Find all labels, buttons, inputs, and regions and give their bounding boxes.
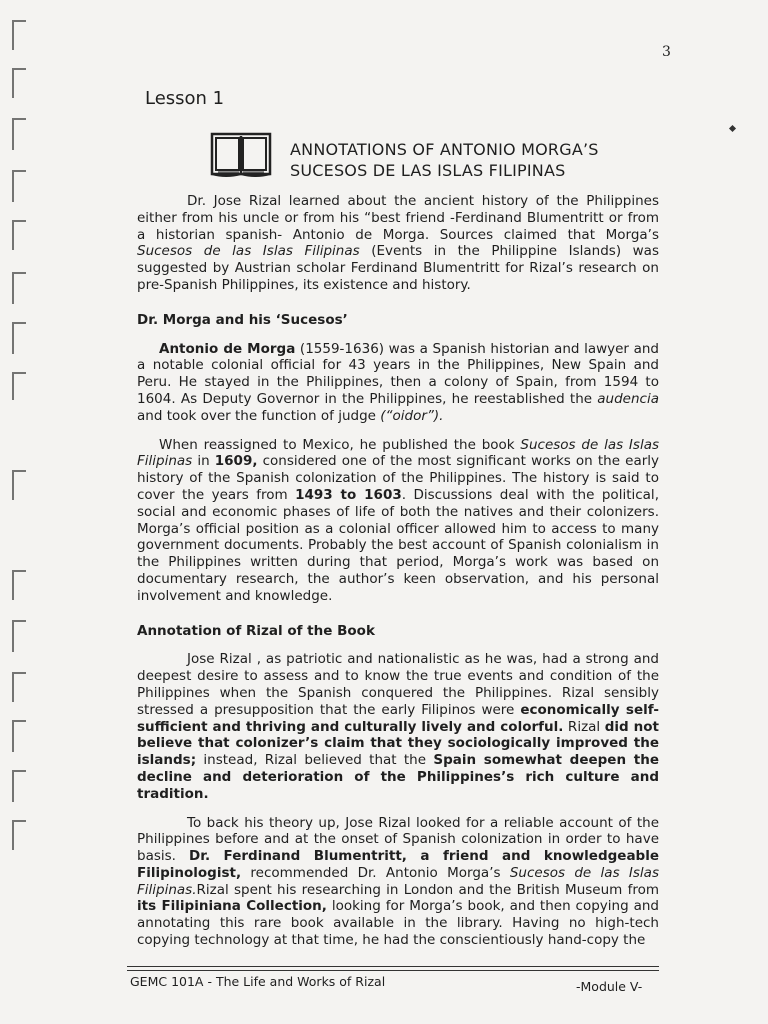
page-number: 3 [662, 44, 671, 60]
title-line-1: ANNOTATIONS OF ANTONIO MORGA’S [290, 140, 599, 159]
stray-ink-mark [729, 125, 736, 132]
open-book-icon [210, 132, 272, 178]
annotation-paragraph-1: Jose Rizal , as patriotic and nationalistic as he was, had a strong and deepest desire to assess and to know the true events and condition of the Philippines when the Spanish conquered the Philippines. Rizal sensibly stressed a presupposition that the early Filipinos were economically self-sufficient and thriving and culturally lively and colorful. Rizal did not believe that colonizer’s claim that they sociologically improved the islands; instead, Rizal believed that the Spain somewhat deepen the decline and deterioration of the Philippines’s rich culture and tradition. [137, 651, 660, 802]
section-heading-annotation: Annotation of Rizal of the Book [137, 622, 375, 639]
section-heading-morga: Dr. Morga and his ‘Sucesos’ [137, 311, 348, 328]
footer-course-title: GEMC 101A - The Life and Works of Rizal [130, 974, 386, 989]
title-line-2: SUCESOS DE LAS ISLAS FILIPINAS [290, 161, 566, 180]
lesson-title [290, 139, 599, 181]
lesson-label: Lesson 1 [145, 88, 225, 109]
footer-divider [127, 966, 659, 974]
binder-marks [0, 0, 40, 1024]
intro-paragraph: Dr. Jose Rizal learned about the ancient history of the Philippines either from his uncle or from his “best friend -Ferdinand Blumentritt or from a historian spanish- Antonio de Morga. Sources claimed that Morga’s Sucesos de las Islas Filipinas (Events in the Philippine Islands) was suggested by Austrian scholar Ferdinand Blumentritt for Rizal’s research on pre-Spanish Philippines, its existence and history. [137, 193, 659, 293]
morga-paragraph-1: Antonio de Morga (1559-1636) was a Spanish historian and lawyer and a notable colonial official for 43 years in the Philippines, New Spain and Peru. He stayed in the Philippines, then a colony of Spain, from 1594 to 1604. As Deputy Governor in the Philippines, he reestablished the audencia and took over the function of judge (“oidor”). [137, 340, 659, 424]
annotation-paragraph-2: To back his theory up, Jose Rizal looked for a reliable account of the Philippines before and at the onset of Spanish colonization in order to have basis. Dr. Ferdinand Blumentritt, a friend and knowledgeable Filipinologist, recommended Dr. Antonio Morga’s Sucesos de las Islas Filipinas.Rizal spent his researching in London and the British Museum from its Filipiniana Collection, looking for Morga’s book, and then copying and annotating this rare book available in the library. Having no high-tech copying technology at that time, he had the conscientiously hand-copy the [137, 814, 660, 949]
document-body [137, 193, 659, 949]
footer-module-label: -Module V- [576, 979, 643, 994]
morga-paragraph-2: When reassigned to Mexico, he published the book Sucesos de las Islas Filipinas in 1609, considered one of the most significant works on the early history of the Spanish colonization of the Philippines. The history is said to cover the years from 1493 to 1603. Discussions deal with the political, social and economic phases of life of both the natives and their colonizers. Morga’s official position as a colonial officer allowed him to access to many government documents. Probably the best account of Spanish colonialism in the Philippines written during that period, Morga’s work was based on documentary research, the author’s keen observation, and his personal involvement and knowledge. [137, 436, 660, 604]
